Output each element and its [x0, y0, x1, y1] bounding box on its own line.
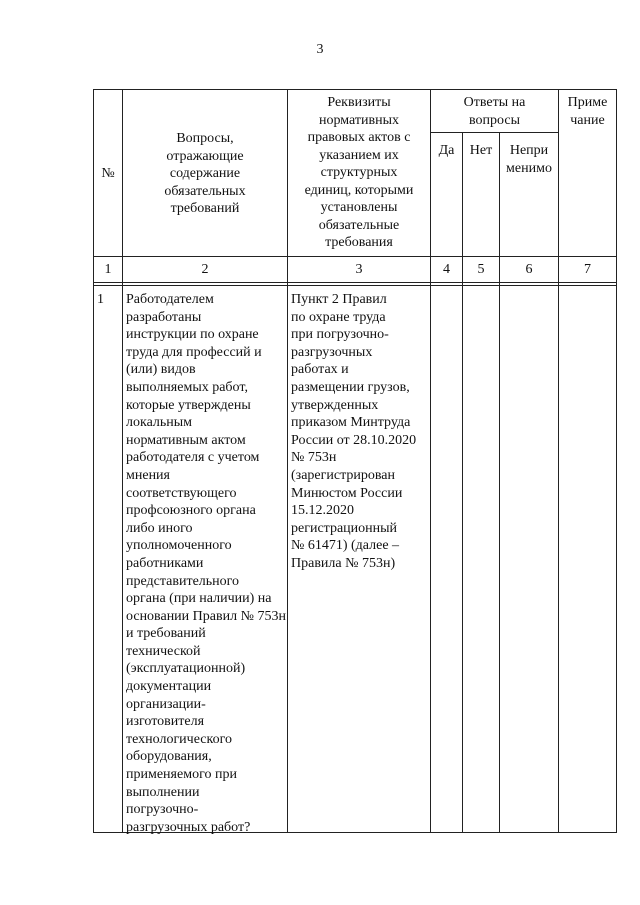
header-notes: Приме чание [567, 95, 608, 128]
row-requisites: Пункт 2 Правил по охране труда при погрузочно- разгрузочных работах и размещении грузов, утвержденных приказом Минтруда России от 28.10.2020 № 753н (зарегистрирован Минюстом России 15.12.2020 регистрационный № 61471) (далее – Правила № 753н) [291, 292, 417, 571]
column-number-1: 1 [104, 262, 112, 277]
table-border-right [616, 89, 617, 833]
answers-divider [430, 132, 558, 133]
header-bottom-rule [93, 256, 617, 257]
column-number-5: 5 [477, 262, 485, 277]
header-num: № [101, 166, 115, 181]
header-yes: Да [438, 143, 455, 158]
column-number-6: 6 [525, 262, 533, 277]
row-number: 1 [97, 292, 104, 307]
row-question: Работодателем разработаны инструкции по охране труда для профессий и (или) видов выполняемых работ, которые утверждены локальным нормативным актом работодателя с учетом мнения соответствующего профсоюзного органа либо иного уполномоченного работниками представительного органа (при наличии) на основании Правил № 753н и требований технической (эксплуатационной) документации организации- изготовителя технологического оборудования, применяемого при выполнении погрузочно- разгрузочных работ? [126, 292, 286, 835]
col-divider-3 [430, 89, 431, 833]
header-requisites: Реквизиты нормативных правовых актов с указанием их структурных единиц, которыми установлены обязательные требования [304, 95, 414, 250]
column-number-3: 3 [355, 262, 363, 277]
header-questions: Вопросы, отражающие содержание обязательных требований [164, 131, 246, 216]
column-number-4: 4 [443, 262, 450, 277]
table-border-left [93, 89, 94, 833]
table-border-top [93, 89, 617, 90]
header-no: Нет [469, 143, 493, 158]
page-number: 3 [316, 42, 324, 57]
column-number-2: 2 [201, 262, 209, 277]
col-divider-5 [499, 132, 500, 833]
numbering-bottom-rule [93, 282, 617, 283]
header-answers: Ответы на вопросы [463, 95, 526, 128]
header-not-applicable: Непри менимо [506, 143, 552, 176]
col-divider-6 [558, 89, 559, 833]
column-number-7: 7 [584, 262, 591, 277]
col-divider-4 [462, 132, 463, 833]
numbering-bottom-rule-2 [93, 285, 617, 286]
